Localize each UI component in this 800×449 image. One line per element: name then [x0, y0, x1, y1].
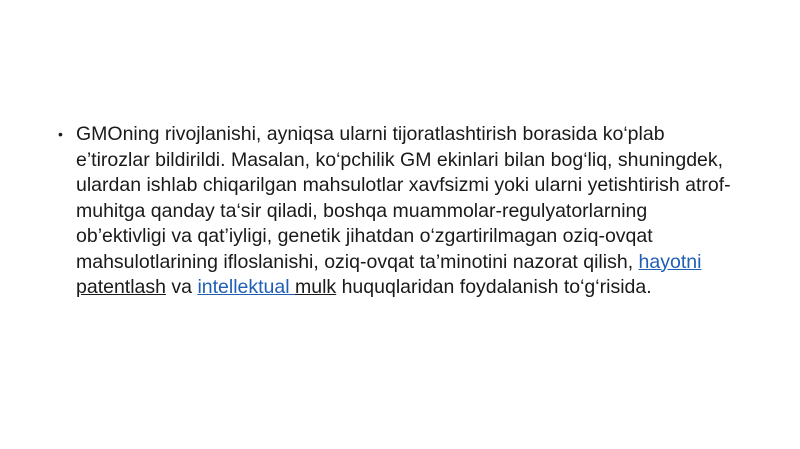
paragraph-text: huquqlaridan foydalanish to‘g‘risida.: [336, 276, 652, 298]
link-mulk[interactable]: mulk: [295, 276, 337, 298]
bullet-icon: •: [58, 126, 63, 142]
link-hayotni[interactable]: hayotni: [638, 250, 702, 273]
link-intellektual[interactable]: intellektual: [197, 276, 295, 298]
bullet-text: [76, 122, 738, 301]
paragraph-text: GMOning rivojlanishi, ayniqsa ularni tijoratlashtirish borasida ko‘plab e’tirozlar bildirildi. Masalan, ko‘pchilik GM ekinlari bilan bog‘liq, shuningdek, ulardan ishlab chiqarilgan mahsulotlar xavfsizmi yoki ularni yetishtirish atrof-muhitga qanday ta‘sir qiladi, boshqa muammolar-regulyatorlarning ob’ektivligi va qat’iyligi, genetik jihatdan o‘zgartirilmagan oziq-ovqat mahsulotlarining ifloslanishi, oziq-ovqat ta’minotini nazorat qilish,: [76, 123, 731, 273]
bullet-item: [58, 122, 738, 301]
slide-body: [58, 122, 738, 301]
link-patentlash[interactable]: patentlash: [76, 276, 166, 298]
paragraph-text: va: [166, 276, 198, 298]
